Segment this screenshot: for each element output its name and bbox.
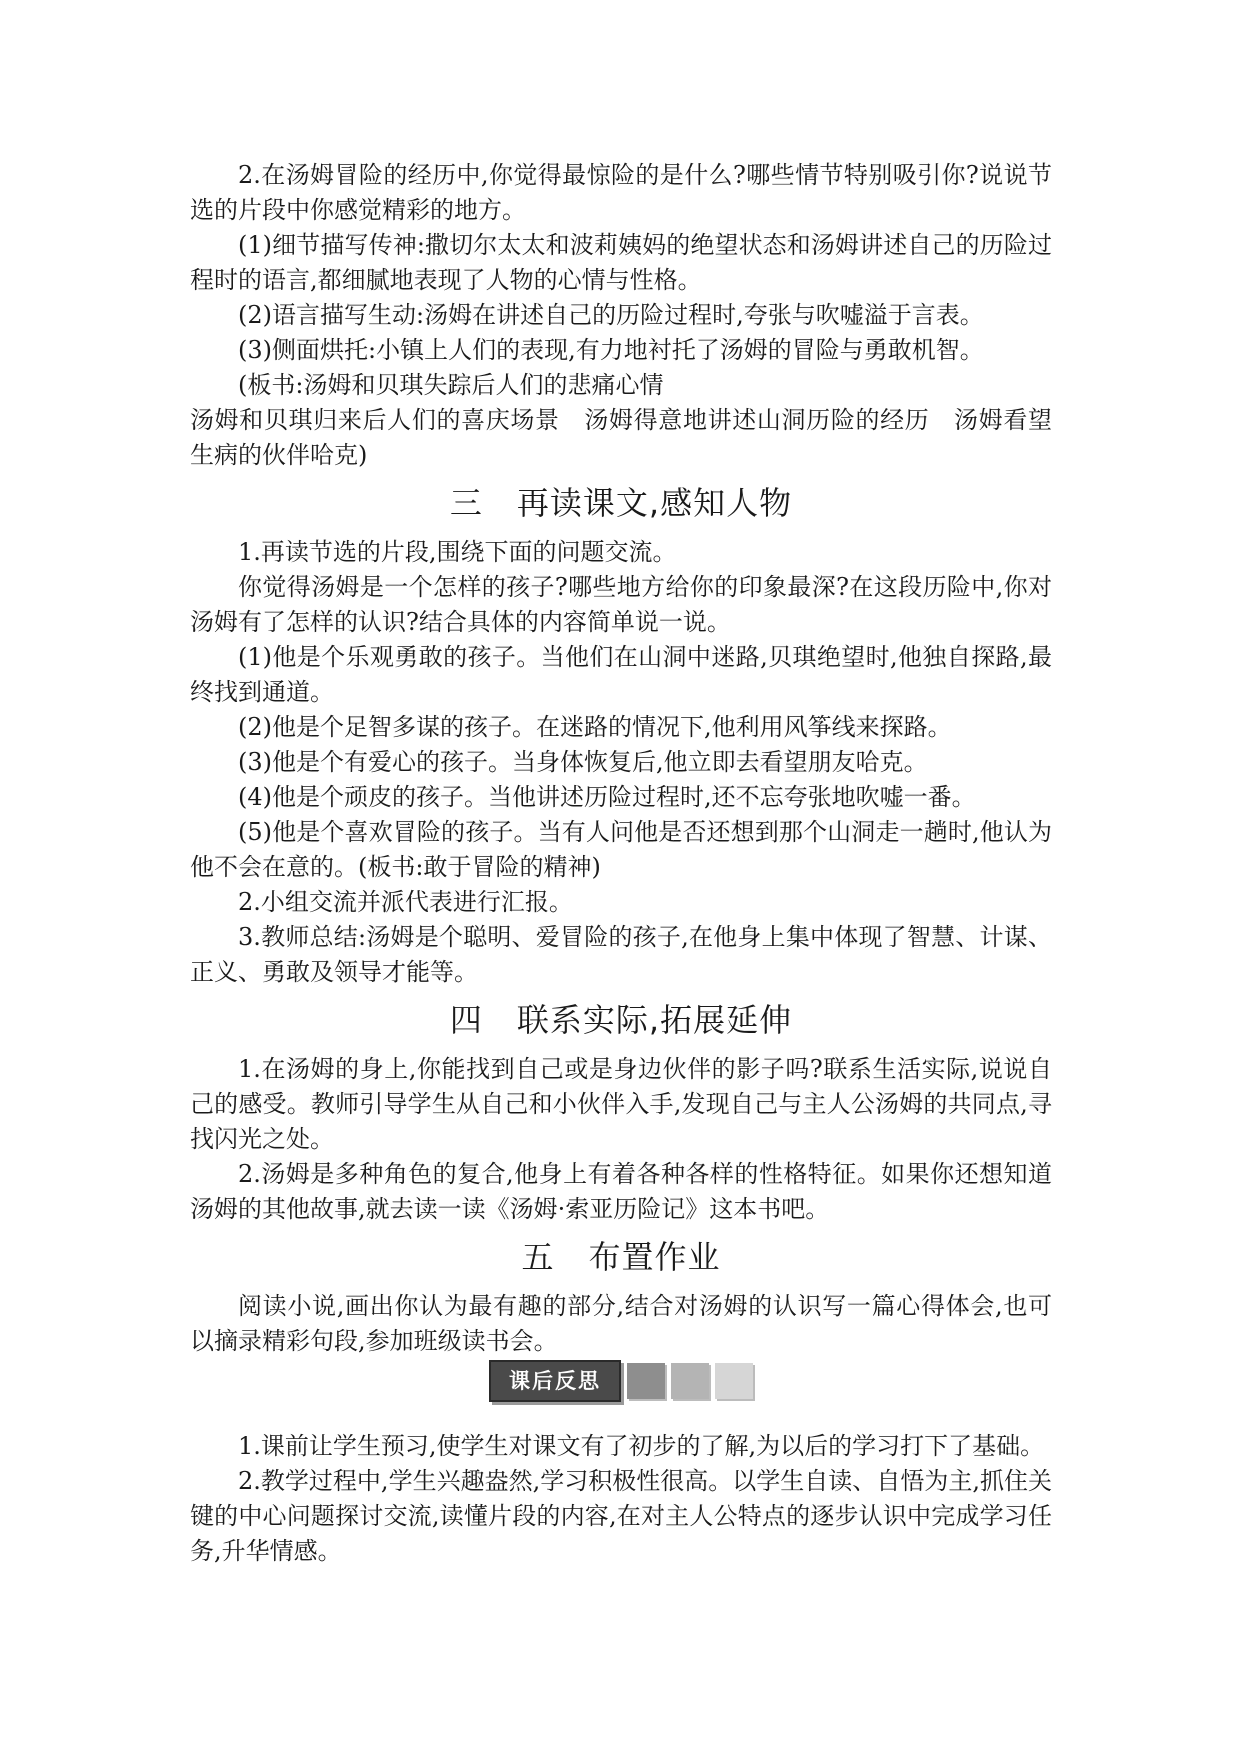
- paragraph: 1.课前让学生预习,使学生对课文有了初步的了解,为以后的学习打下了基础。: [238, 1432, 1045, 1460]
- list-item: (3)他是个有爱心的孩子。当身体恢复后,他立即去看望朋友哈克。: [238, 748, 928, 776]
- paragraph: 阅读小说,画出你认为最有趣的部分,结合对汤姆的认识写一篇心得体会,也可以摘录精彩句段,参加班级读书会。: [190, 1292, 1052, 1355]
- paragraph: 1.再读节选的片段,围绕下面的问题交流。: [238, 538, 677, 566]
- list-item: (5)他是个喜欢冒险的孩子。当有人问他是否还想到那个山洞走一趟时,他认为他不会在意的。(板书:敢于冒险的精神): [190, 818, 1052, 881]
- list-item: (1)他是个乐观勇敢的孩子。当他们在山洞中迷路,贝琪绝望时,他独自探路,最终找到通道。: [190, 643, 1052, 706]
- section-number: 三: [449, 484, 483, 522]
- paragraph: 2.小组交流并派代表进行汇报。: [238, 888, 573, 916]
- section-title: 再读课文,感知人物: [516, 484, 793, 522]
- list-item: (2)他是个足智多谋的孩子。在迷路的情况下,他利用风筝线来探路。: [238, 713, 952, 741]
- section-number: 五: [521, 1238, 555, 1276]
- section-number: 四: [449, 1001, 483, 1039]
- question-2: 2.在汤姆冒险的经历中,你觉得最惊险的是什么?哪些情节特别吸引你?说说节选的片段中你感觉精彩的地方。: [190, 161, 1052, 224]
- section-heading-5: [190, 1231, 1052, 1283]
- decorative-block-mid: [671, 1363, 709, 1399]
- section-heading-3: [190, 477, 1052, 529]
- board-notes-line-1: (板书:汤姆和贝琪失踪后人们的悲痛心情: [238, 371, 664, 399]
- paragraph: 3.教师总结:汤姆是个聪明、爱冒险的孩子,在他身上集中体现了智慧、计谋、正义、勇敢及领导才能等。: [190, 923, 1052, 986]
- answer-2: (2)语言描写生动:汤姆在讲述自己的历险过程时,夸张与吹嘘溢于言表。: [238, 301, 984, 329]
- list-item: (4)他是个顽皮的孩子。当他讲述历险过程时,还不忘夸张地吹嘘一番。: [238, 783, 976, 811]
- paragraph: 2.汤姆是多种角色的复合,他身上有着各种各样的性格特征。如果你还想知道汤姆的其他故事,就去读一读《汤姆·索亚历险记》这本书吧。: [190, 1160, 1052, 1223]
- decorative-block-dark: [627, 1363, 665, 1399]
- section-heading-4: [190, 994, 1052, 1046]
- paragraph: 2.教学过程中,学生兴趣盎然,学习积极性很高。以学生自读、自悟为主,抓住关键的中心问题探讨交流,读懂片段的内容,在对主人公特点的逐步认识中完成学习任务,升华情感。: [190, 1467, 1052, 1565]
- document-page: [190, 158, 1052, 1569]
- paragraph: 你觉得汤姆是一个怎样的孩子?哪些地方给你的印象最深?在这段历险中,你对汤姆有了怎样的认识?结合具体的内容简单说一说。: [190, 573, 1052, 636]
- paragraph: 1.在汤姆的身上,你能找到自己或是身边伙伴的影子吗?联系生活实际,说说自己的感受。教师引导学生从自己和小伙伴入手,发现自己与主人公汤姆的共同点,寻找闪光之处。: [190, 1055, 1052, 1153]
- reflection-banner: [190, 1361, 1052, 1401]
- section-title: 联系实际,拓展延伸: [516, 1001, 793, 1039]
- answer-1: (1)细节描写传神:撒切尔太太和波莉姨妈的绝望状态和汤姆讲述自己的历险过程时的语言,都细腻地表现了人物的心情与性格。: [190, 231, 1052, 294]
- answer-3: (3)侧面烘托:小镇上人们的表现,有力地衬托了汤姆的冒险与勇敢机智。: [238, 336, 984, 364]
- board-notes-line-2: 汤姆和贝琪归来后人们的喜庆场景 汤姆得意地讲述山洞历险的经历 汤姆看望生病的伙伴哈克): [190, 406, 1052, 469]
- decorative-block-light: [715, 1363, 753, 1399]
- section-title: 布置作业: [588, 1238, 721, 1276]
- reflection-badge: 课后反思: [489, 1360, 621, 1402]
